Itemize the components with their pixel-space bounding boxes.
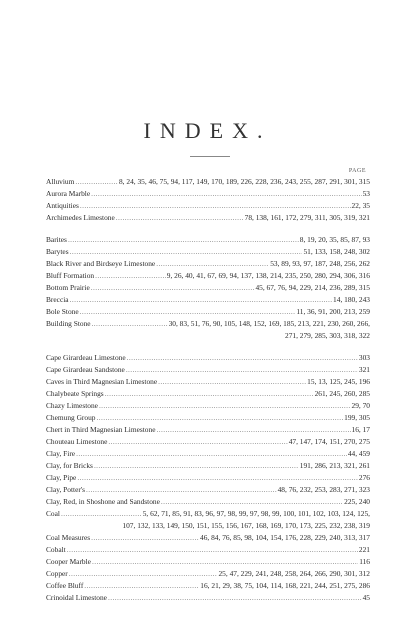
index-title: INDEX. xyxy=(143,118,272,143)
entry-term: Caves in Third Magnesian Limestone xyxy=(46,377,158,386)
entry-pages: 303 xyxy=(358,353,370,362)
index-entry xyxy=(46,376,370,388)
index-entry xyxy=(46,294,370,306)
entry-pages: 78, 138, 161, 172, 279, 311, 305, 319, 321 xyxy=(244,213,370,222)
index-entry xyxy=(46,306,370,318)
entry-pages: 16, 17 xyxy=(351,425,370,434)
entry-pages: 53, 89, 93, 97, 187, 248, 256, 262 xyxy=(270,259,370,268)
entry-term: Cape Girardeau Limestone xyxy=(46,353,126,362)
index-entry xyxy=(46,544,370,556)
leader-dots xyxy=(84,580,199,592)
entry-term: Alluvium xyxy=(46,177,75,186)
index-entry xyxy=(46,592,370,604)
entry-term: Antiquities xyxy=(46,201,79,210)
entry-term: Bluff Formation xyxy=(46,271,95,280)
index-entry xyxy=(46,460,370,472)
leader-dots xyxy=(95,270,166,282)
entry-term: Breccia xyxy=(46,295,69,304)
leader-dots xyxy=(91,188,361,200)
leader-dots xyxy=(69,568,218,580)
index-group xyxy=(46,234,370,342)
index-entry xyxy=(46,496,370,508)
leader-dots xyxy=(108,436,287,448)
entry-pages: 45 xyxy=(362,593,370,602)
leader-dots xyxy=(92,318,168,330)
index-entry xyxy=(46,508,370,520)
index-entry xyxy=(46,200,370,212)
leader-dots xyxy=(68,234,299,246)
entry-term: Building Stone xyxy=(46,319,91,328)
entry-term: Coffee Bluff xyxy=(46,581,84,590)
leader-dots xyxy=(67,544,358,556)
index-entry xyxy=(46,188,370,200)
entry-pages: 261, 245, 260, 285 xyxy=(314,389,370,398)
index-entry xyxy=(46,580,370,592)
entry-pages: 9, 26, 40, 41, 67, 69, 94, 137, 138, 214, 235, 250, 280, 294, 306, 316 xyxy=(166,271,370,280)
entry-term: Crinoidal Limestone xyxy=(46,593,107,602)
entry-term: Chalybeate Springs xyxy=(46,389,104,398)
leader-dots xyxy=(127,352,358,364)
entry-pages: 22, 35 xyxy=(351,201,370,210)
entry-pages: 191, 286, 213, 321, 261 xyxy=(299,461,370,470)
index-entry xyxy=(46,484,370,496)
entry-pages: 48, 76, 232, 253, 283, 271, 323 xyxy=(277,485,370,494)
index-entry xyxy=(46,364,370,376)
entry-term: Aurora Marble xyxy=(46,189,91,198)
index-entry xyxy=(46,400,370,412)
entry-pages: 15, 13, 125, 245, 196 xyxy=(307,377,370,386)
entry-term: Black River and Birdseye Limestone xyxy=(46,259,156,268)
index-entry xyxy=(46,246,370,258)
entry-pages: 221 xyxy=(358,545,370,554)
index-entry xyxy=(46,176,370,188)
leader-dots xyxy=(91,532,199,544)
leader-dots xyxy=(94,460,299,472)
index-entry xyxy=(46,318,370,330)
index-group xyxy=(46,352,370,604)
entry-pages: 321 xyxy=(358,365,370,374)
leader-dots xyxy=(75,176,118,188)
leader-dots xyxy=(108,592,362,604)
entry-term: Bottom Prairie xyxy=(46,283,90,292)
entry-term: Chouteau Limestone xyxy=(46,437,108,446)
entry-pages: 51, 133, 158, 248, 302 xyxy=(303,247,370,256)
entry-pages: 276 xyxy=(358,473,370,482)
entry-term: Barites xyxy=(46,235,67,244)
index-entry xyxy=(46,212,370,224)
entry-pages: 30, 83, 51, 76, 90, 105, 148, 152, 169, 185, 213, 221, 230, 260, 266, xyxy=(168,319,370,328)
index-entry xyxy=(46,532,370,544)
entry-term: Chazy Limestone xyxy=(46,401,98,410)
entry-term: Chemung Group xyxy=(46,413,96,422)
entry-term: Coal Measures xyxy=(46,533,91,542)
index-entry xyxy=(46,448,370,460)
entry-term: Clay, for Bricks xyxy=(46,461,93,470)
leader-dots xyxy=(96,412,343,424)
entry-term: Cape Girardeau Sandstone xyxy=(46,365,125,374)
entry-term: Cobalt xyxy=(46,545,66,554)
leader-dots xyxy=(77,472,358,484)
entry-pages: 11, 36, 91, 200, 213, 259 xyxy=(296,307,370,316)
index-entry xyxy=(46,258,370,270)
leader-dots xyxy=(92,556,358,568)
entry-pages: 116 xyxy=(359,557,370,566)
index-group xyxy=(46,176,370,224)
entry-pages: 199, 305 xyxy=(344,413,370,422)
entry-pages: 5, 62, 71, 85, 91, 83, 96, 97, 98, 99, 97, 98, 99, 100, 101, 102, 103, 124, 125, xyxy=(142,509,370,518)
entry-pages: 46, 84, 76, 85, 98, 104, 154, 176, 228, 229, 240, 313, 317 xyxy=(200,533,370,542)
entry-pages: 47, 147, 174, 151, 270, 275 xyxy=(288,437,370,446)
leader-dots xyxy=(70,246,303,258)
index-entry xyxy=(46,424,370,436)
leader-dots xyxy=(156,258,269,270)
leader-dots xyxy=(76,448,347,460)
entry-term: Clay, Fire xyxy=(46,449,76,458)
leader-dots xyxy=(158,376,306,388)
entry-pages: 25, 47, 229, 241, 248, 258, 264, 266, 290, 301, 312 xyxy=(218,569,370,578)
entry-pages: 53 xyxy=(362,189,370,198)
entry-pages: 44, 459 xyxy=(347,449,370,458)
index-entry xyxy=(46,352,370,364)
index-list xyxy=(46,176,370,614)
entry-pages: 225, 240 xyxy=(344,497,370,506)
entry-pages: 14, 180, 243 xyxy=(333,295,370,304)
entry-term: Clay, Red, in Shoshone and Sandstone xyxy=(46,497,160,506)
entry-term: Cooper Marble xyxy=(46,557,91,566)
index-entry xyxy=(46,270,370,282)
leader-dots xyxy=(156,424,350,436)
entry-term: Clay, Pipe xyxy=(46,473,77,482)
index-entry xyxy=(46,388,370,400)
leader-dots xyxy=(86,484,277,496)
entry-pages-continued: 107, 132, 133, 149, 150, 151, 155, 156, 167, 168, 169, 170, 173, 225, 232, 238, 319 xyxy=(122,521,370,530)
entry-pages: 45, 67, 76, 94, 229, 214, 236, 289, 315 xyxy=(255,283,370,292)
leader-dots xyxy=(161,496,343,508)
entry-term: Copper xyxy=(46,569,68,578)
entry-term: Coal xyxy=(46,509,60,518)
entry-pages-continued: 271, 279, 285, 303, 318, 322 xyxy=(285,331,370,340)
index-entry xyxy=(46,234,370,246)
leader-dots xyxy=(116,212,244,224)
leader-dots xyxy=(80,306,296,318)
leader-dots xyxy=(70,294,332,306)
leader-dots xyxy=(99,400,351,412)
entry-pages: 8, 24, 35, 46, 75, 94, 117, 149, 170, 189, 226, 228, 236, 243, 255, 287, 291, 301, 315 xyxy=(118,177,370,186)
entry-term: Chert in Third Magnesian Limestone xyxy=(46,425,156,434)
index-entry xyxy=(46,436,370,448)
page-column-label: PAGE xyxy=(348,168,366,174)
index-entry xyxy=(46,282,370,294)
leader-dots xyxy=(105,388,314,400)
entry-pages: 8, 19, 20, 35, 85, 87, 93 xyxy=(299,235,370,244)
index-entry xyxy=(46,556,370,568)
title-rule xyxy=(190,156,230,157)
entry-term: Bole Stone xyxy=(46,307,79,316)
leader-dots xyxy=(61,508,142,520)
leader-dots xyxy=(80,200,351,212)
index-entry xyxy=(46,472,370,484)
index-entry xyxy=(46,568,370,580)
entry-pages: 29, 70 xyxy=(351,401,370,410)
leader-dots xyxy=(126,364,358,376)
index-entry xyxy=(46,412,370,424)
entry-term: Archimedes Limestone xyxy=(46,213,115,222)
leader-dots xyxy=(91,282,255,294)
entry-term: Barytes xyxy=(46,247,69,256)
entry-pages: 16, 21, 29, 38, 75, 104, 114, 168, 221, 244, 251, 275, 286 xyxy=(200,581,370,590)
entry-term: Clay, Potter's xyxy=(46,485,86,494)
